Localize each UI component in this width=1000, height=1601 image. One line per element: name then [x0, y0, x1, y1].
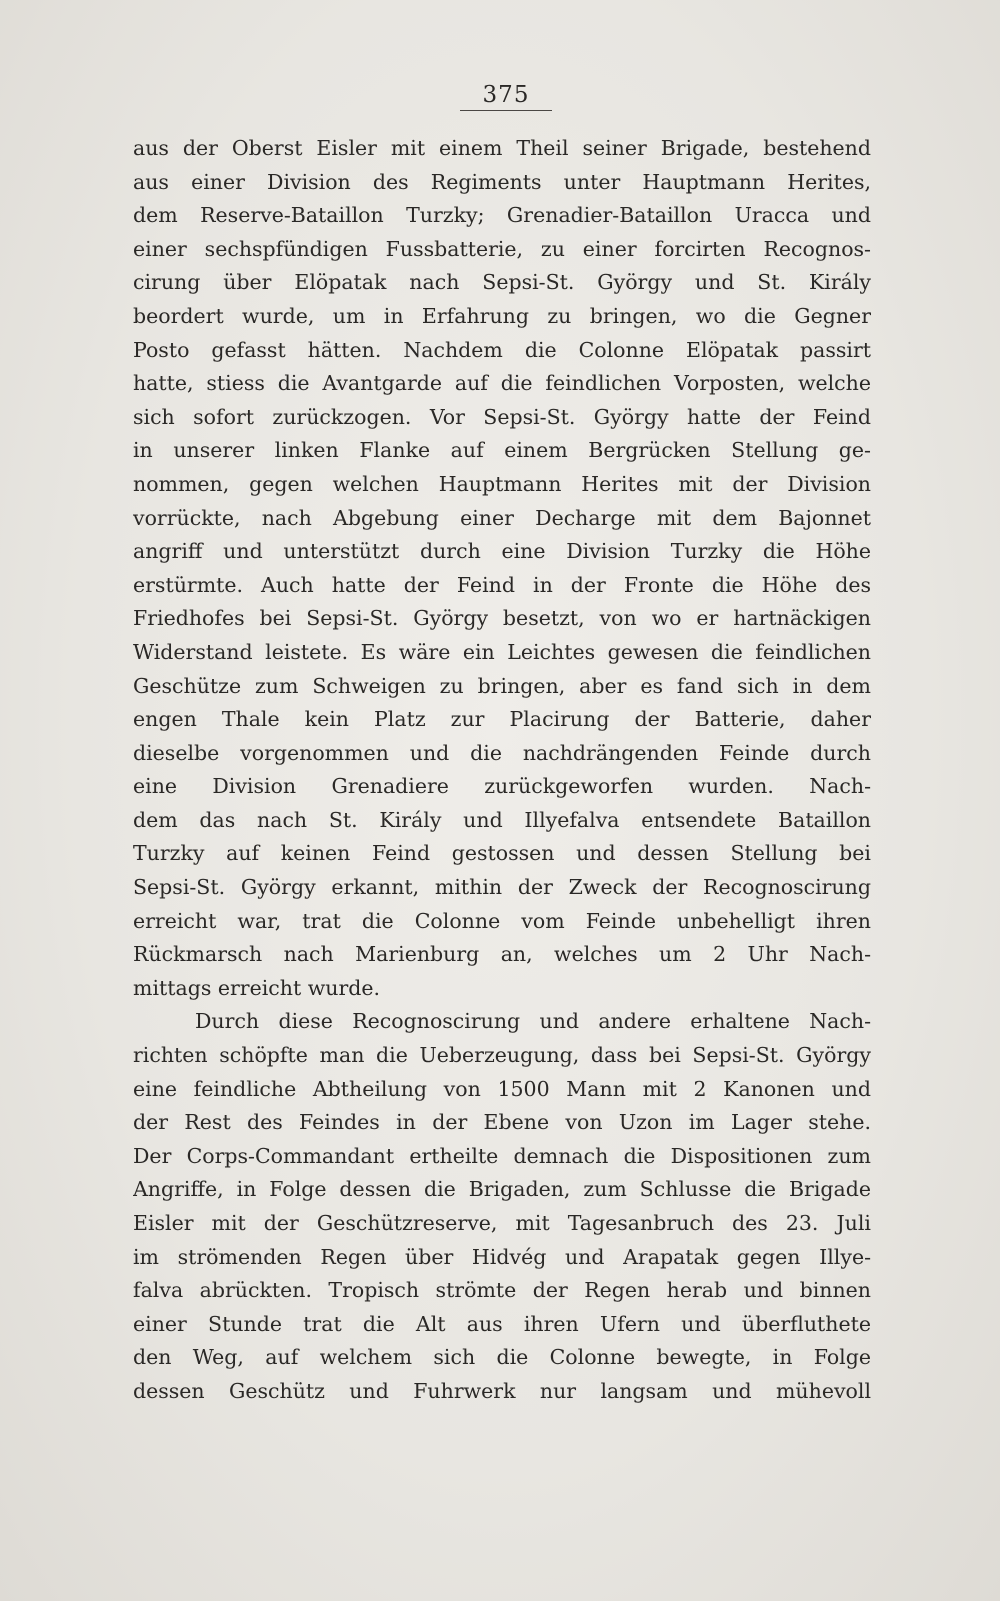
page-number: 375 — [460, 82, 552, 111]
text-line: falva abrückten. Tropisch strömte der Regen herab und binnen — [133, 1278, 871, 1303]
text-line: im strömenden Regen über Hidvég und Arapatak gegen Illye- — [133, 1244, 871, 1269]
paragraph-start-line: Durch diese Recognoscirung und andere erhaltene Nach- — [195, 1009, 871, 1034]
text-line: dessen Geschütz und Fuhrwerk nur langsam und mühevoll — [133, 1378, 871, 1403]
text-line: richten schöpfte man die Ueberzeugung, dass bei Sepsi-St. György — [133, 1043, 871, 1068]
text-line: Der Corps-Commandant ertheilte demnach die Dispositionen zum — [133, 1143, 871, 1168]
text-line: Rückmarsch nach Marienburg an, welches um 2 Uhr Nach- — [133, 942, 871, 967]
text-line: aus der Oberst Eisler mit einem Theil seiner Brigade, bestehend — [133, 136, 871, 160]
text-line: Posto gefasst hätten. Nachdem die Colonne Elöpatak passirt — [133, 337, 871, 362]
text-line: vorrückte, nach Abgebung einer Decharge mit dem Bajonnet — [133, 505, 871, 530]
text-line: Geschütze zum Schweigen zu bringen, aber es fand sich in dem — [133, 673, 871, 698]
text-line: sich sofort zurückzogen. Vor Sepsi-St. György hatte der Feind — [133, 404, 871, 429]
text-line: eine feindliche Abtheilung von 1500 Mann mit 2 Kanonen und — [133, 1076, 871, 1101]
text-line: cirung über Elöpatak nach Sepsi-St. György und St. Király — [133, 270, 871, 295]
body-text — [133, 132, 871, 1409]
text-line: Eisler mit der Geschützreserve, mit Tagesanbruch des 23. Juli — [133, 1211, 871, 1235]
text-line: eine Division Grenadiere zurückgeworfen wurden. Nach- — [133, 774, 871, 799]
text-line: dieselbe vorgenommen und die nachdrängenden Feinde durch — [133, 740, 871, 765]
text-line: Angriffe, in Folge dessen die Brigaden, zum Schlusse die Brigade — [133, 1177, 871, 1202]
paragraph-end-line: mittags erreicht wurde. — [133, 975, 381, 1000]
text-line: Turzky auf keinen Feind gestossen und dessen Stellung bei — [133, 841, 871, 866]
text-line: einer sechspfündigen Fussbatterie, zu einer forcirten Recognos- — [133, 236, 871, 261]
text-line: erreicht war, trat die Colonne vom Feinde unbehelligt ihren — [133, 908, 871, 933]
text-line: beordert wurde, um in Erfahrung zu bringen, wo die Gegner — [133, 303, 871, 328]
text-line: Friedhofes bei Sepsi-St. György besetzt, von wo er hartnäckigen — [133, 606, 871, 631]
text-line: dem Reserve-Bataillon Turzky; Grenadier-Bataillon Uracca und — [133, 203, 871, 228]
text-line: aus einer Division des Regiments unter Hauptmann Herites, — [133, 169, 871, 194]
text-line: in unserer linken Flanke auf einem Bergrücken Stellung ge- — [133, 438, 871, 463]
text-line: der Rest des Feindes in der Ebene von Uzon im Lager stehe. — [133, 1110, 871, 1135]
text-line: Widerstand leistete. Es wäre ein Leichtes gewesen die feindlichen — [133, 639, 871, 664]
text-line: dem das nach St. Király und Illyefalva entsendete Bataillon — [133, 807, 871, 832]
text-line: den Weg, auf welchem sich die Colonne bewegte, in Folge — [133, 1345, 871, 1370]
text-line: erstürmte. Auch hatte der Feind in der Fronte die Höhe des — [133, 572, 871, 597]
text-line: engen Thale kein Platz zur Placirung der Batterie, daher — [133, 707, 871, 732]
text-line: nommen, gegen welchen Hauptmann Herites mit der Division — [133, 471, 871, 496]
text-line: angriff und unterstützt durch eine Division Turzky die Höhe — [133, 539, 871, 564]
text-line: einer Stunde trat die Alt aus ihren Ufern und überfluthete — [133, 1311, 871, 1336]
text-line: Sepsi-St. György erkannt, mithin der Zweck der Recognoscirung — [133, 875, 871, 900]
text-line: hatte, stiess die Avantgarde auf die feindlichen Vorposten, welche — [133, 371, 871, 396]
